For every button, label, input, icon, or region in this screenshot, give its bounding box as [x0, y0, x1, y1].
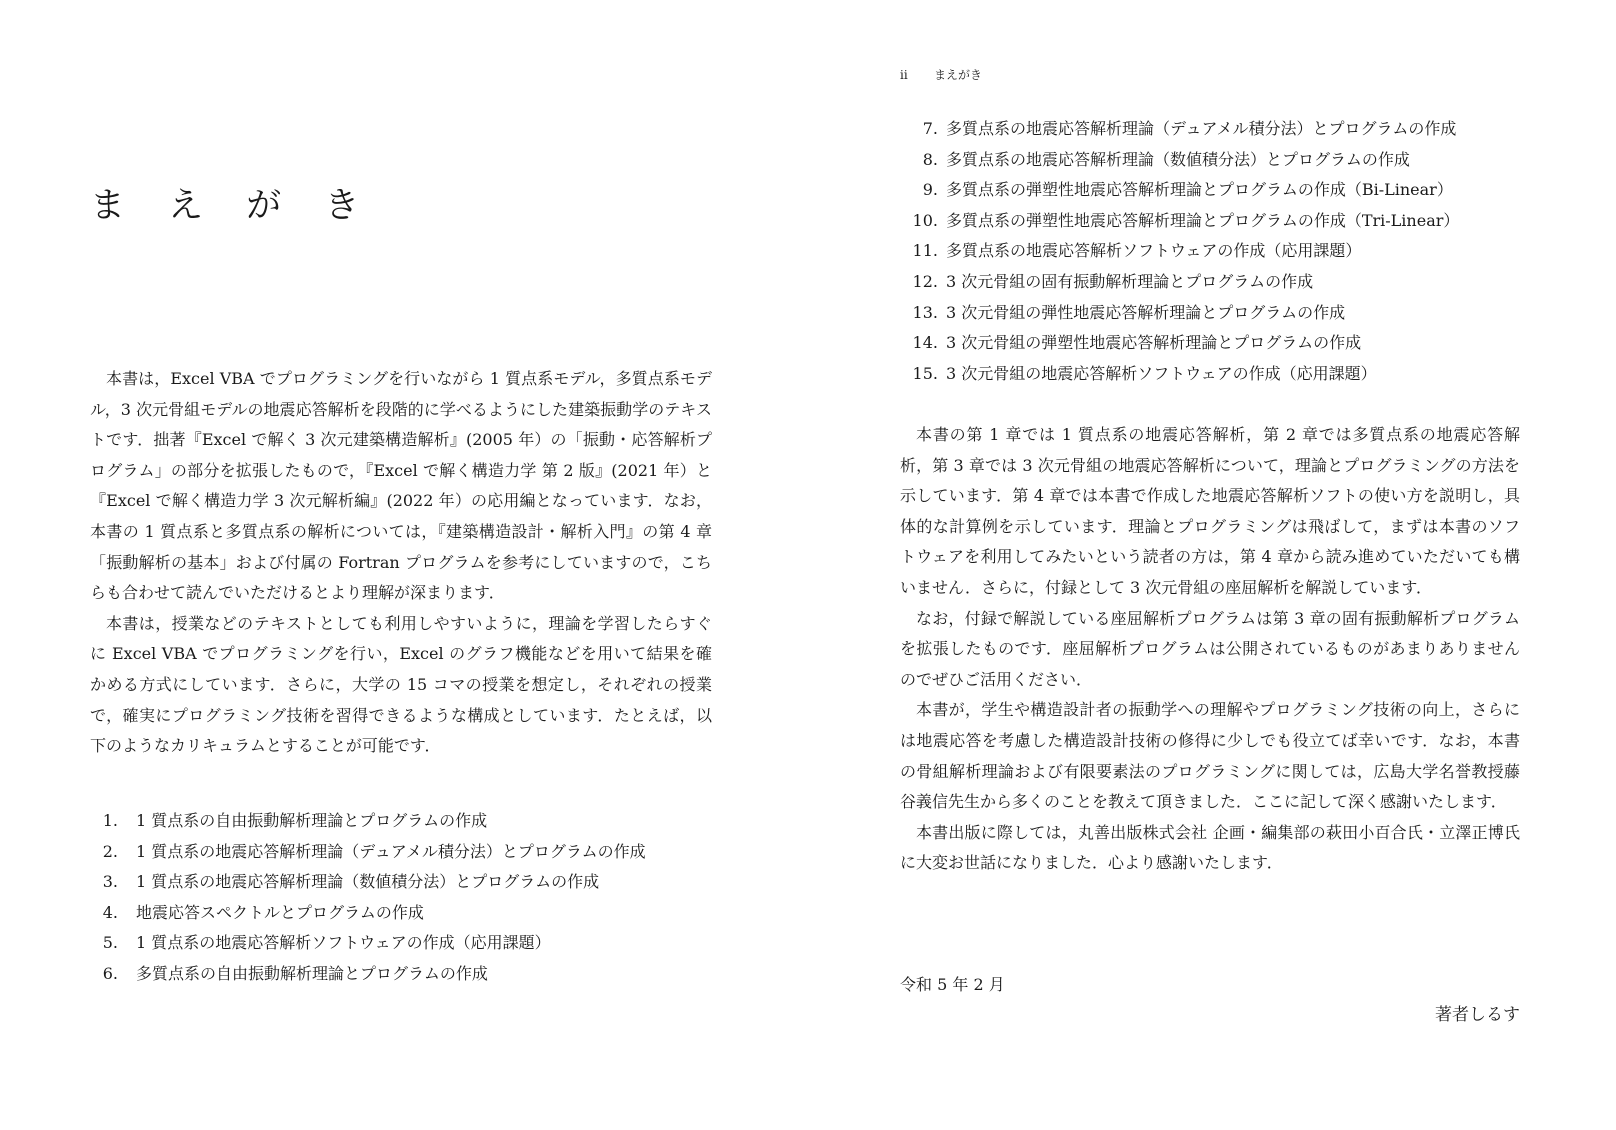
paragraph: 本書は，授業などのテキストとしても利用しやすいように，理論を学習したらすぐに Excel VBA でプログラミングを行い，Excel のグラフ機能などを用いて結果を確かめる方式にしています．さらに，大学の 15 コマの授業を想定し，それぞれの授業で，確実にプログラミング技術を習得できるような構成としています．たとえば，以下のようなカリキュラムとすることが可能です． [90, 613, 712, 756]
list-item-number: 2. [102, 841, 118, 861]
list-item-text: 1 質点系の地震応答解析理論（デュアメル積分法）とプログラムの作成 [136, 841, 646, 861]
list-item [900, 114, 1520, 145]
list-item [900, 145, 1520, 176]
curriculum-list-part-2 [900, 114, 1520, 389]
list-item-text: 3 次元骨組の弾塑性地震応答解析理論とプログラムの作成 [946, 333, 1362, 353]
list-item-number: 5. [102, 933, 118, 953]
list-item [90, 806, 712, 837]
list-item [90, 837, 712, 868]
running-head [900, 66, 982, 83]
list-item [900, 267, 1520, 298]
list-item-text: 多質点系の地震応答解析理論（デュアメル積分法）とプログラムの作成 [946, 119, 1457, 138]
list-item-number: 10. [912, 210, 938, 230]
list-item-number: 13. [912, 302, 938, 322]
page-title: ま え が き [90, 186, 376, 226]
list-item-number: 4. [102, 902, 118, 922]
list-item-text: 多質点系の弾塑性地震応答解析理論とプログラムの作成（Tri-Linear） [946, 210, 1460, 230]
list-item [90, 898, 712, 929]
list-item-number: 3. [102, 872, 118, 892]
paragraph: 本書の第 1 章では 1 質点系の地震応答解析，第 2 章では多質点系の地震応答解析，第 3 章では 3 次元骨組の地震応答解析について，理論とプログラミングの方法を示しています．第 4 章では本書で作成した地震応答解析ソフトの使い方を説明し，具体的な計算例を示しています．理論とプログラミングは飛ばして，まずは本書のソフトウェアを利用してみたいという読者の方は，第 4 章から読み進めていただいても構いません．さらに，付録として 3 次元骨組の座屈解析を解説しています． [900, 425, 1520, 597]
list-item [900, 298, 1520, 329]
running-head-section: まえがき [934, 68, 983, 82]
list-item-text: 多質点系の地震応答解析理論（数値積分法）とプログラムの作成 [946, 149, 1410, 169]
list-item-text: 3 次元骨組の弾性地震応答解析理論とプログラムの作成 [946, 302, 1346, 322]
date: 令和 5 年 2 月 [900, 975, 1005, 994]
list-item-text: 3 次元骨組の地震応答解析ソフトウェアの作成（応用課題） [946, 363, 1377, 383]
list-item-number: 7. [922, 119, 938, 138]
list-item-text: 地震応答スペクトルとプログラムの作成 [136, 902, 424, 922]
list-item-text: 3 次元骨組の固有振動解析理論とプログラムの作成 [946, 271, 1314, 291]
list-item-number: 14. [912, 333, 938, 353]
right-body [900, 420, 1520, 879]
curriculum-list-part-1 [90, 806, 712, 990]
list-item-number: 6. [102, 963, 118, 983]
list-item [900, 206, 1520, 237]
paragraph: 本書は，Excel VBA でプログラミングを行いながら 1 質点系モデル，多質点系モデル，3 次元骨組モデルの地震応答解析を段階的に学べるようにした建築振動学のテキストです．拙著『Excel で解く 3 次元建築構造解析』(2005 年）の「振動・応答解析プログラム」の部分を拡張したもので，『Excel で解く構造力学 第 2 版』(2021 年）と『Excel で解く構造力学 3 次元解析編』(2022 年）の応用編となっています．なお，本書の 1 質点系と多質点系の解析については，『建築構造設計・解析入門』の第 4 章「振動解析の基本」および付属の Fortran プログラムを参考にしていますので，こちらも合わせて読んでいただけるとより理解が深まります． [90, 369, 712, 603]
paragraph: 本書が，学生や構造設計者の振動学への理解やプログラミング技術の向上，さらには地震応答を考慮した構造設計技術の修得に少しでも役立てば幸いです．なお，本書の骨組解析理論および有限要素法のプログラミングに関しては，広島大学名誉教授藤谷義信先生から多くのことを教えて頂きました．ここに記して深く感謝いたします． [900, 700, 1520, 812]
list-item-text: 多質点系の自由振動解析理論とプログラムの作成 [136, 963, 488, 983]
list-item [900, 328, 1520, 359]
paragraph: 本書出版に際しては，丸善出版株式会社 企画・編集部の萩田小百合氏・立澤正博氏に大変お世話になりました．心より感謝いたします． [900, 822, 1520, 873]
list-item-text: 多質点系の地震応答解析ソフトウェアの作成（応用課題） [946, 241, 1362, 261]
list-item [90, 928, 712, 959]
list-item-text: 1 質点系の地震応答解析ソフトウェアの作成（応用課題） [136, 933, 551, 953]
left-body [90, 364, 712, 762]
list-item-text: 1 質点系の自由振動解析理論とプログラムの作成 [136, 811, 488, 830]
list-item [90, 867, 712, 898]
list-item [900, 175, 1520, 206]
list-item-number: 8. [922, 149, 938, 169]
list-item-number: 1. [102, 811, 118, 830]
page-number: ii [900, 68, 908, 82]
author-signature: 著者しるす [1435, 1005, 1520, 1025]
paragraph: なお，付録で解説している座屈解析プログラムは第 3 章の固有振動解析プログラムを拡張したものです．座屈解析プログラムは公開されているものがあまりありませんのでぜひご活用ください． [900, 608, 1520, 689]
list-item-number: 12. [912, 271, 938, 291]
list-item-number: 9. [922, 180, 938, 200]
list-item-text: 多質点系の弾塑性地震応答解析理論とプログラムの作成（Bi-Linear） [946, 180, 1453, 200]
list-item [900, 236, 1520, 267]
list-item [900, 359, 1520, 390]
list-item [90, 959, 712, 990]
list-item-number: 15. [912, 363, 938, 383]
list-item-text: 1 質点系の地震応答解析理論（数値積分法）とプログラムの作成 [136, 872, 600, 892]
list-item-number: 11. [912, 241, 938, 261]
